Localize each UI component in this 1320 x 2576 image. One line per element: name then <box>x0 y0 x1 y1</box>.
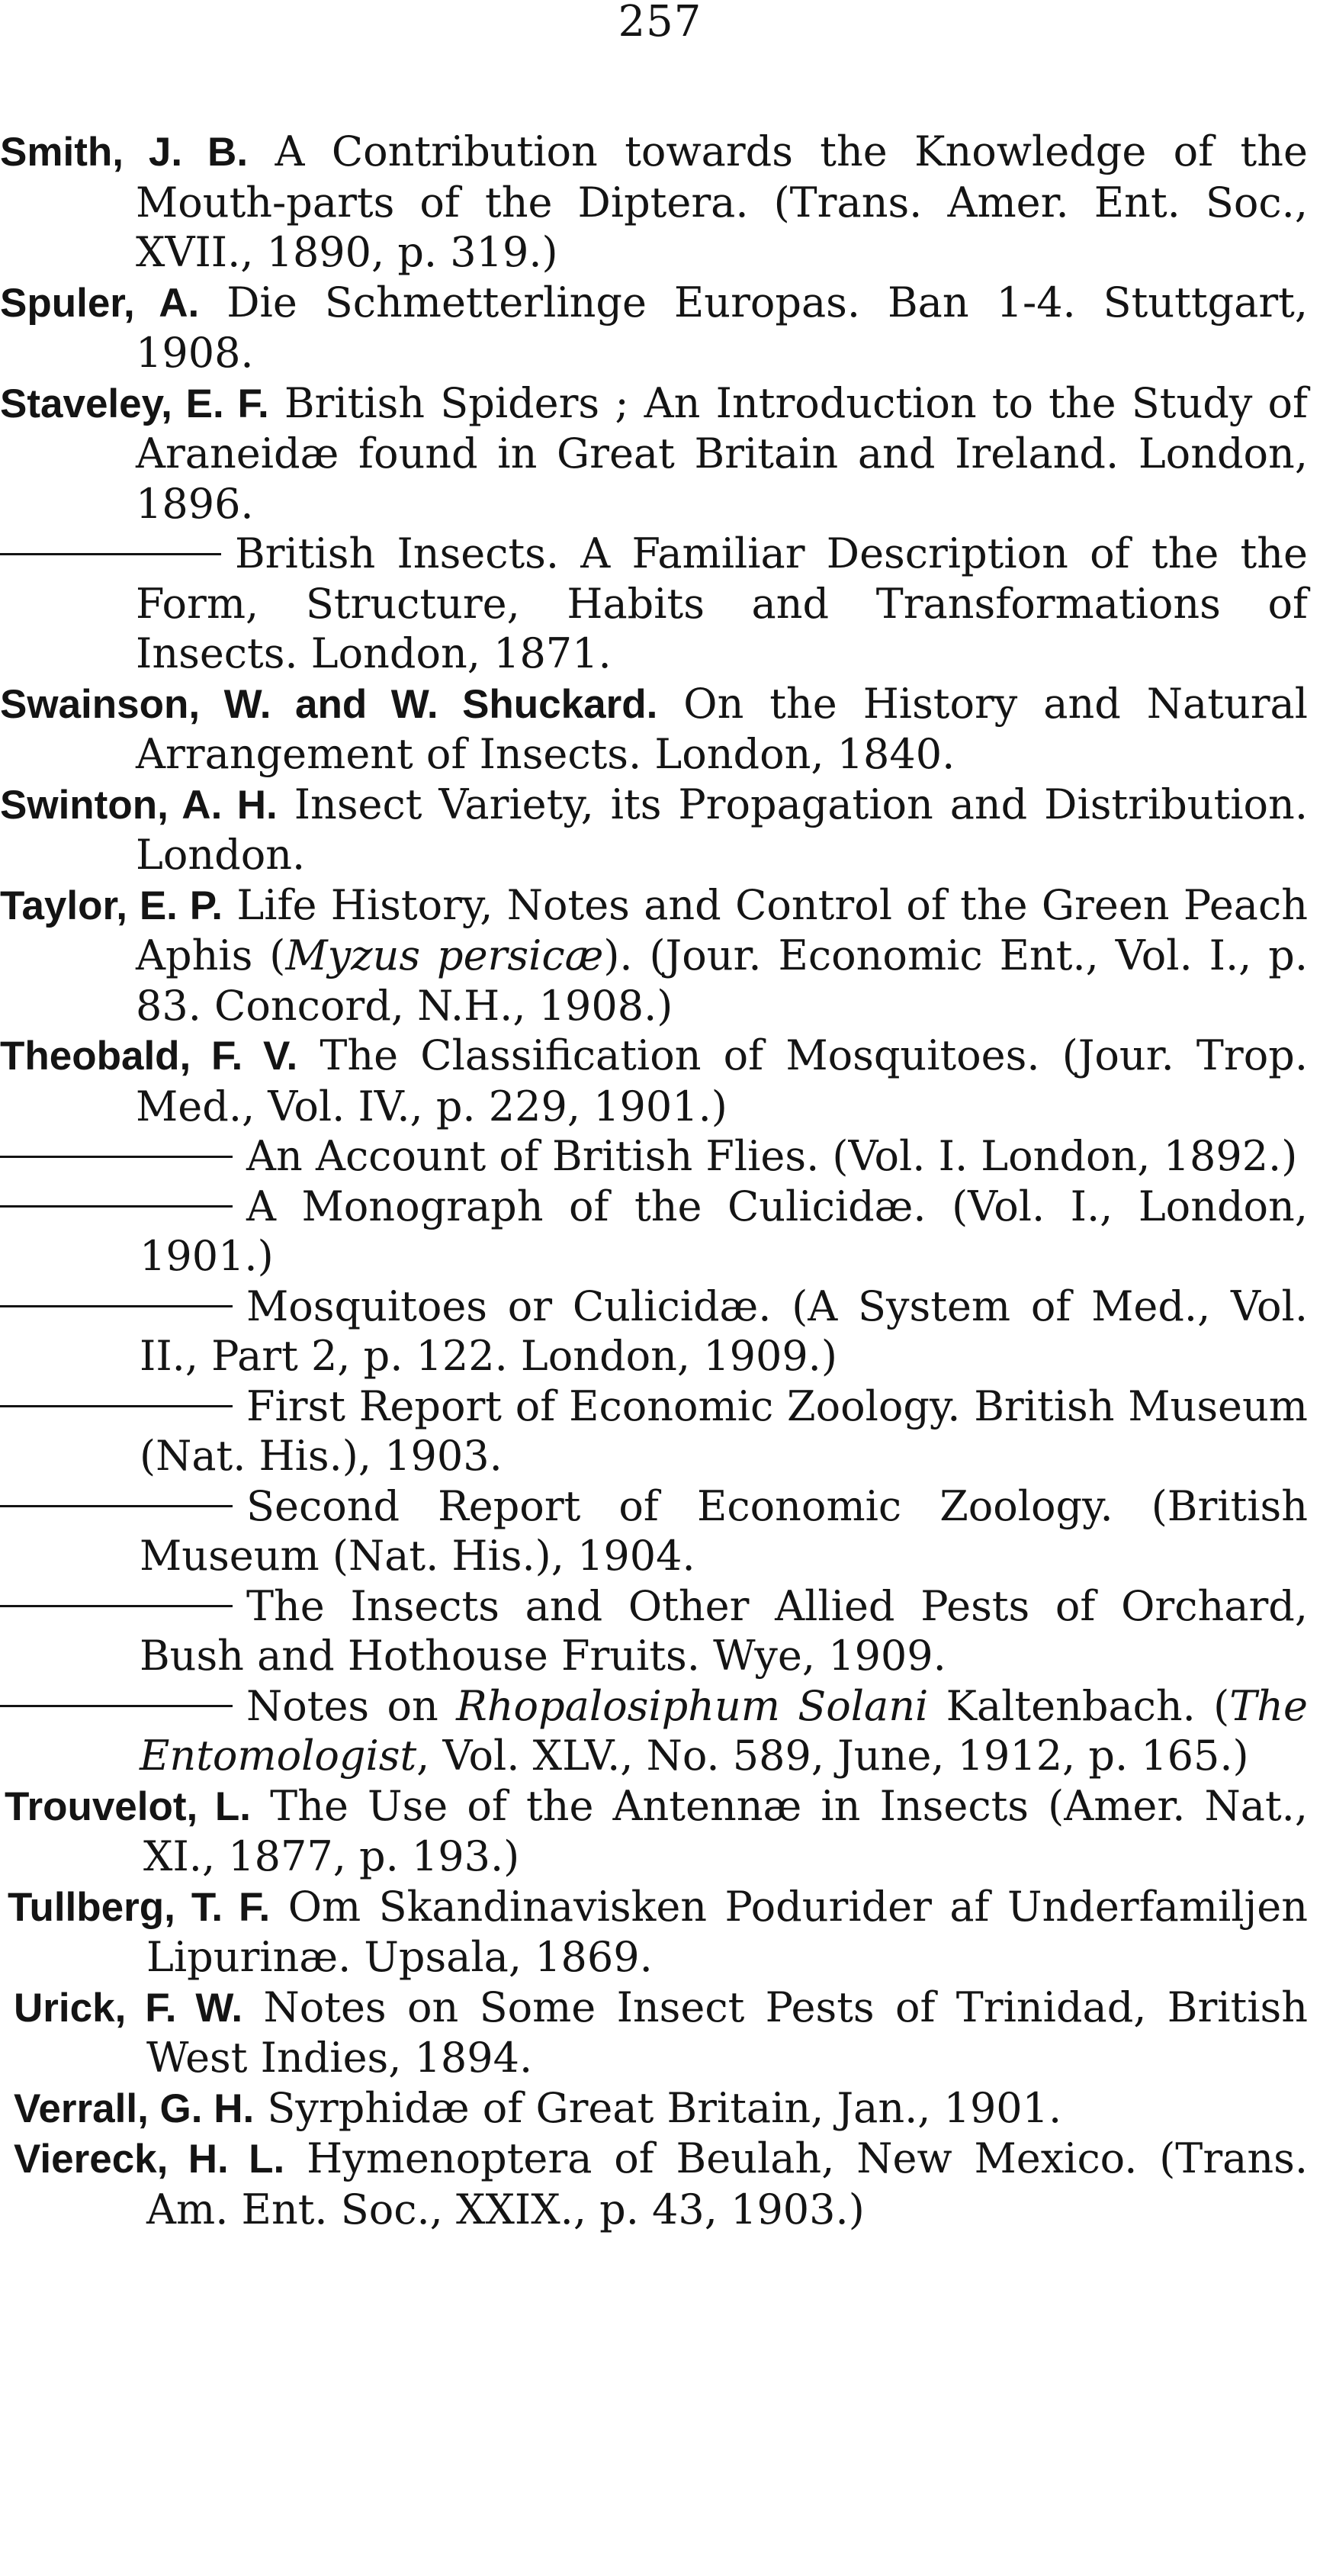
ditto-rule <box>0 1705 233 1707</box>
bibliography-entry <box>0 1481 1320 1581</box>
bibliography-entry <box>0 1031 1320 1131</box>
bibliography-entry <box>0 1983 1320 2083</box>
entry-author: Spuler, A. <box>0 280 200 326</box>
bibliography-entry <box>0 780 1320 880</box>
bibliography-entry <box>0 1182 1320 1282</box>
entry-text: , Vol. XLV., No. 589, June, 1912, p. 165.) <box>416 1732 1249 1780</box>
bibliography-entry <box>0 2134 1320 2234</box>
bibliography-entry <box>0 1781 1320 1882</box>
ditto-rule <box>0 1405 233 1407</box>
entry-author: Viereck, H. L. <box>14 2137 285 2182</box>
entry-text: Syrphidæ of Great Britain, Jan., 1901. <box>267 2083 1062 2132</box>
page-number: 257 <box>618 0 702 47</box>
entry-text: The Classification of Mosquitoes. (Jour. Trop. Med., Vol. IV., p. 229, 1901.) <box>136 1031 1308 1130</box>
entry-text: The Use of the Antennæ in Insects (Amer. Nat., XI., 1877, p. 193.) <box>143 1781 1308 1880</box>
entry-text: Second Report of Economic Zoology. (British Museum (Nat. His.), 1904. <box>140 1481 1308 1580</box>
entry-text: Insect Variety, its Propagation and Distribution. London. <box>136 780 1308 879</box>
entry-title-italic: Myzus persicæ <box>285 931 604 979</box>
ditto-rule <box>0 553 221 555</box>
bibliography-entry <box>0 1882 1320 1983</box>
entry-author: Verrall, G. H. <box>14 2086 255 2131</box>
bibliography-entry <box>0 880 1320 1031</box>
entry-text: ). (Jour. Economic Ent., Vol. I., p. 83. Concord, N.H., 1908.) <box>136 931 1308 1030</box>
entry-text: British Insects. A Familiar Description of the the Form, Structure, Habits and Transformations of Insects. London, 1871. <box>136 529 1308 677</box>
entry-text: Om Skandinavisken Podurider af Underfamiljen Lipurinæ. Upsala, 1869. <box>146 1882 1308 1981</box>
entry-author: Taylor, E. P. <box>0 883 223 928</box>
entry-text: The Insects and Other Allied Pests of Orchard, Bush and Hothouse Fruits. Wye, 1909. <box>140 1581 1308 1680</box>
ditto-rule <box>0 1605 233 1607</box>
entry-text: A Contribution towards the Knowledge of the Mouth-parts of the Diptera. (Trans. Amer. Ent. Soc., XVII., 1890, p. 319.) <box>136 127 1308 276</box>
bibliography-list <box>0 127 1320 2234</box>
entry-text: Notes on Some Insect Pests of Trinidad, British West Indies, 1894. <box>146 1983 1308 2082</box>
bibliography-entry <box>0 1282 1320 1381</box>
entry-author: Swinton, A. H. <box>0 782 278 828</box>
entry-text: An Account of British Flies. (Vol. I. London, 1892.) <box>246 1132 1298 1180</box>
entry-text: Notes on <box>246 1681 457 1730</box>
bibliography-entry <box>0 2083 1320 2134</box>
entry-author: Trouvelot, L. <box>5 1783 252 1829</box>
entry-text: Mosquitoes or Culicidæ. (A System of Med., Vol. II., Part 2, p. 122. London, 1909.) <box>140 1282 1308 1380</box>
entry-text: Hymenoptera of Beulah, New Mexico. (Trans. Am. Ent. Soc., XXIX., p. 43, 1903.) <box>146 2134 1308 2233</box>
bibliography-entry <box>0 679 1320 780</box>
entry-title-italic: Rhopalosiphum Solani <box>456 1681 929 1730</box>
bibliography-entry <box>0 378 1320 529</box>
bibliography-entry <box>0 1681 1320 1781</box>
entry-author: Theobald, F. V. <box>0 1034 298 1079</box>
entry-text: Kaltenbach. ( <box>928 1681 1230 1730</box>
ditto-rule <box>0 1205 233 1208</box>
entry-text: On the History and Natural Arrangement of Insects. London, 1840. <box>136 679 1308 778</box>
bibliography-entry <box>0 127 1320 278</box>
entry-text: British Spiders ; An Introduction to the Study of Araneidæ found in Great Britain and Ireland. London, 1896. <box>136 378 1308 528</box>
entry-author: Tullberg, T. F. <box>8 1884 271 1930</box>
entry-text: Die Schmetterlinge Europas. Ban 1-4. Stuttgart, 1908. <box>136 278 1308 377</box>
ditto-rule <box>0 1305 233 1307</box>
bibliography-entry <box>0 1581 1320 1681</box>
ditto-rule <box>0 1505 233 1507</box>
entry-author: Swainson, W. and W. Shuckard. <box>0 681 658 727</box>
ditto-rule <box>0 1156 233 1158</box>
entry-text: First Report of Economic Zoology. British Museum (Nat. His.), 1903. <box>140 1381 1308 1480</box>
bibliography-entry <box>0 278 1320 378</box>
bibliography-entry <box>0 1131 1320 1182</box>
bibliography-entry <box>0 529 1320 679</box>
entry-author: Staveley, E. F. <box>0 381 269 426</box>
entry-author: Urick, F. W. <box>14 1985 243 2031</box>
entry-text: Life History, Notes and Control of the Green Peach Aphis ( <box>136 880 1308 979</box>
bibliography-entry <box>0 1381 1320 1481</box>
entry-text: A Monograph of the Culicidæ. (Vol. I., London, 1901.) <box>140 1182 1308 1280</box>
entry-title-italic: The Entomologist <box>140 1681 1309 1780</box>
entry-author: Smith, J. B. <box>0 130 249 175</box>
